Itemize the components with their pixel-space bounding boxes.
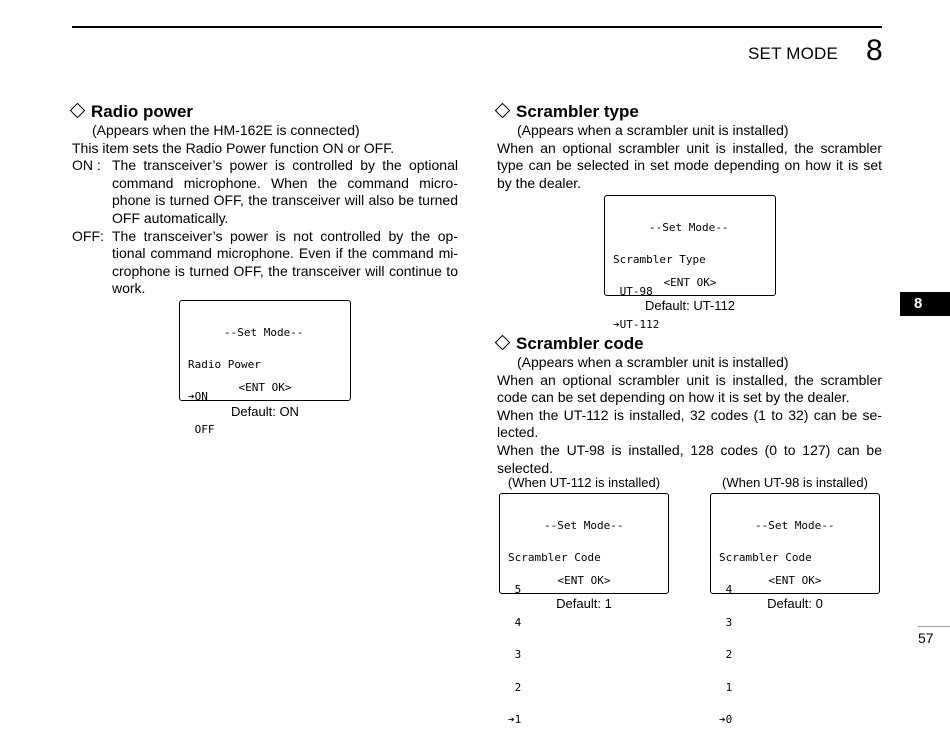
- header-rule: [72, 26, 882, 28]
- option-off: [72, 228, 458, 298]
- lcd-option-line: 3: [719, 615, 733, 629]
- lcd-option-line: UT-98: [613, 285, 653, 299]
- scrambler-type-note: (Appears when a scrambler unit is installed): [517, 122, 789, 138]
- diamond-bullet-icon: [495, 335, 511, 351]
- option-on-text: The transceiver’s power is controlled by the optional command microphone. When the command micro-phone is turned OFF, the transceiver will also be turned OFF automatically.: [112, 157, 458, 226]
- section-title: SET MODE: [748, 44, 839, 63]
- lcd-option-line: OFF: [188, 422, 215, 436]
- lcd-option-line: 2: [508, 680, 522, 694]
- scrambler-code-body-2: When the UT-112 is installed, 32 codes (1 to 32) can be se-lected.: [497, 406, 882, 441]
- diamond-bullet-icon: [70, 103, 86, 119]
- lcd-title: --Set Mode--: [224, 325, 304, 339]
- scrambler-type-body: When an optional scrambler unit is installed, the scrambler type can be selected in set mode depending on how it is set by the dealer.: [497, 139, 882, 191]
- section-tab-label: 8: [914, 295, 923, 312]
- lcd-option-line: 2: [719, 648, 733, 662]
- diamond-bullet-icon: [495, 103, 511, 119]
- radio-power-heading-text: Radio power: [91, 102, 194, 121]
- lcd-option-line: 1: [719, 680, 733, 694]
- radio-power-section: [72, 102, 458, 298]
- radio-power-options: [72, 157, 458, 298]
- ut112-label: (When UT-112 is installed): [507, 475, 661, 490]
- radio-power-note: (Appears when the HM-162E is connected): [92, 122, 360, 138]
- scrambler-type-heading: [497, 102, 882, 122]
- lcd-item: Radio Power: [188, 357, 261, 371]
- lcd-option-line: ➔0: [719, 712, 733, 726]
- option-off-term: OFF:: [72, 227, 104, 244]
- section-number: 8: [866, 34, 883, 67]
- scrambler-code-body-1: When an optional scrambler unit is installed, the scrambler code can be set depending on how it is set by the dealer.: [497, 371, 882, 406]
- page-number: 57: [918, 630, 934, 646]
- scrambler-code-note: (Appears when a scrambler unit is installed): [517, 354, 789, 370]
- ut98-caption: Default: 0: [767, 596, 823, 611]
- lcd-title: --Set Mode--: [544, 518, 624, 532]
- lcd-option-line: ➔ON: [188, 390, 208, 404]
- lcd-ent-ok: <ENT OK>: [557, 574, 611, 588]
- page-number-rule: [918, 626, 950, 627]
- lcd-ent-ok: <ENT OK>: [238, 381, 292, 395]
- scrambler-code-section: [497, 334, 882, 477]
- lcd-title: --Set Mode--: [755, 518, 835, 532]
- option-on: [72, 157, 458, 227]
- ut98-label: (When UT-98 is installed): [722, 475, 868, 490]
- lcd-ent-ok: <ENT OK>: [768, 574, 822, 588]
- section-tab: [900, 292, 950, 316]
- lcd-option-line: 3: [508, 648, 522, 662]
- scrambler-code-heading: [497, 334, 882, 354]
- radio-power-intro: This item sets the Radio Power function ON or OFF.: [72, 139, 395, 156]
- lcd-option-line: ➔UT-112: [613, 317, 660, 331]
- lcd-item: Scrambler Code: [719, 550, 812, 564]
- lcd-item: Scrambler Type: [613, 252, 706, 266]
- lcd-title: --Set Mode--: [649, 220, 729, 234]
- lcd-option-line: 4: [508, 615, 522, 629]
- lcd-option-line: ➔1: [508, 712, 522, 726]
- lcd-item: Scrambler Code: [508, 550, 601, 564]
- ut112-caption: Default: 1: [556, 596, 612, 611]
- radio-power-heading: [72, 102, 458, 122]
- option-off-text: The transceiver’s power is not controlled by the op-tional command microphone. Even if the command mi-crophone is turned OFF, the transceiver will continue to work.: [112, 227, 458, 297]
- scrambler-type-section: [497, 102, 882, 192]
- lcd-ent-ok: <ENT OK>: [663, 276, 717, 290]
- lcd-option-line: 5: [508, 583, 522, 597]
- scrambler-code-body-3: When the UT-98 is installed, 128 codes (0 to 127) can be selected.: [497, 441, 882, 476]
- option-on-term: ON :: [72, 157, 101, 174]
- radio-power-caption: Default: ON: [231, 404, 299, 419]
- scrambler-code-heading-text: Scrambler code: [516, 334, 644, 353]
- scrambler-type-caption: Default: UT-112: [644, 298, 736, 313]
- scrambler-type-heading-text: Scrambler type: [516, 102, 639, 121]
- lcd-option-line: 4: [719, 583, 733, 597]
